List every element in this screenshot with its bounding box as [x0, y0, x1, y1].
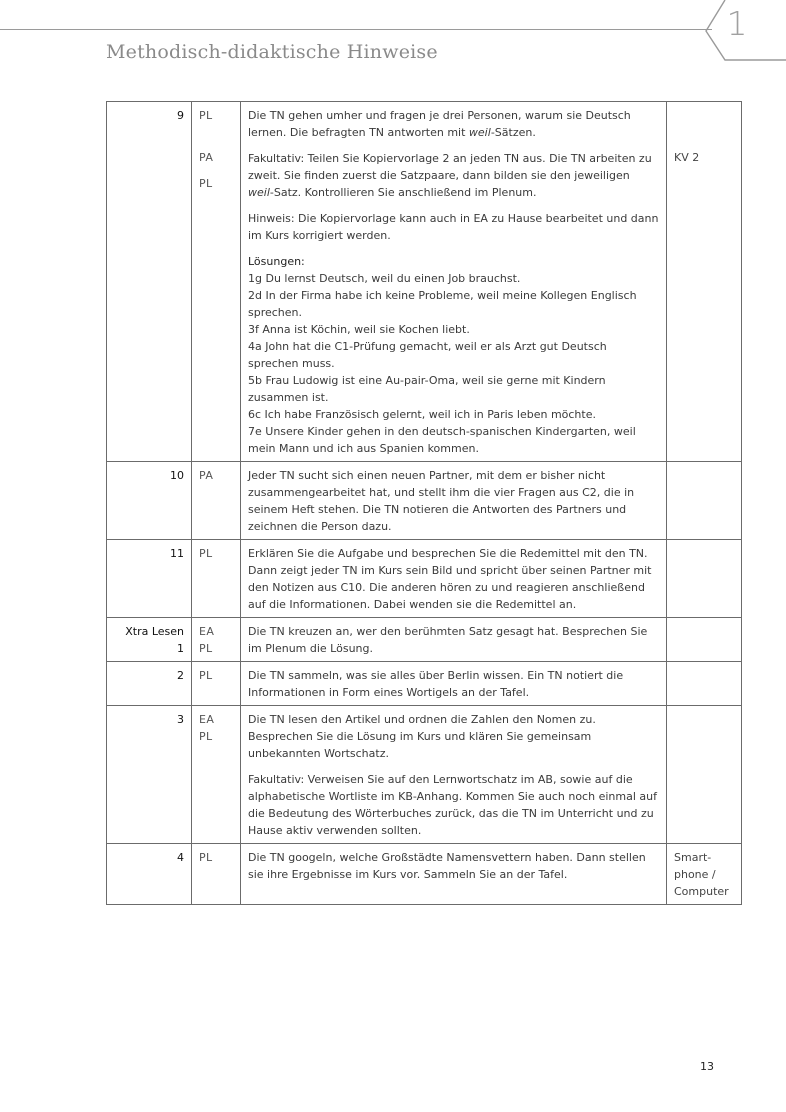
form-cell — [192, 102, 241, 462]
description-paragraph: Fakultativ: Verweisen Sie auf den Lernwortschatz im AB, sowie auf die alphabetische Wortliste im KB-Anhang. Kommen Sie auch noch einmal auf die Bedeutung des Wörterbuches zurück, das die TN im Unterricht und zu Hause aktiv verwenden sollten. — [248, 773, 657, 837]
description-paragraph: Die TN lesen den Artikel und ordnen die Zahlen den Nomen zu. Besprechen Sie die Lösung im Kurs und klären Sie gemeinsam unbekannten Wortschatz. — [248, 713, 596, 760]
description-cell — [241, 662, 667, 706]
social-form: PL — [199, 109, 213, 122]
form-cell — [192, 706, 241, 844]
lesson-table — [106, 101, 742, 905]
step-label: 2 — [177, 669, 184, 682]
table-row — [107, 462, 742, 540]
solution-item: 1g Du lernst Deutsch, weil du einen Job brauchst. — [248, 272, 521, 285]
description-cell — [241, 618, 667, 662]
description-paragraph: Erklären Sie die Aufgabe und besprechen Sie die Redemittel mit den TN. Dann zeigt jeder TN im Kurs sein Bild und spricht über seinen Partner mit den Notizen aus C10. Die anderen hören zu und reagieren anschließend auf die Informationen. Dabei wenden sie die Redemittel an. — [248, 547, 652, 611]
social-form: PL — [199, 730, 213, 743]
step-cell — [107, 540, 192, 618]
material-label: KV 2 — [674, 151, 700, 164]
page-number: 13 — [700, 1060, 714, 1073]
material-cell — [667, 540, 742, 618]
description-paragraph: Die TN googeln, welche Großstädte Namensvettern haben. Dann stellen sie ihre Ergebnisse im Kurs vor. Sammeln Sie an der Tafel. — [248, 851, 646, 881]
page-title: Methodisch-didaktische Hinweise — [106, 41, 438, 63]
solution-item: 2d In der Firma habe ich keine Probleme, weil meine Kollegen Englisch sprechen. — [248, 289, 637, 319]
table-row — [107, 662, 742, 706]
step-cell — [107, 462, 192, 540]
social-form: PA — [199, 469, 214, 482]
description-paragraph: Hinweis: Die Kopiervorlage kann auch in EA zu Hause bearbeitet und dann im Kurs korrigiert werden. — [248, 212, 659, 242]
solutions-block — [248, 253, 659, 457]
table-row — [107, 618, 742, 662]
material-label: phone / — [674, 868, 716, 881]
description-paragraph: Jeder TN sucht sich einen neuen Partner, mit dem er bisher nicht zusammengearbeitet hat, und stellt ihm die vier Fragen aus C2, die in seinem Heft stehen. Die TN notieren die Antworten des Partners und zeichnen die Person dazu. — [248, 469, 635, 533]
description-paragraph: Fakultativ: Teilen Sie Kopiervorlage 2 an jeden TN aus. Die TN arbeiten zu zweit. Sie finden zuerst die Satzpaare, dann bilden sie den jeweiligen weil-Satz. Kontrollieren Sie anschließend im Plenum. — [248, 152, 652, 199]
social-form: PL — [199, 851, 213, 864]
table-row — [107, 540, 742, 618]
step-label: 1 — [177, 642, 184, 655]
material-cell — [667, 706, 742, 844]
step-label: 11 — [170, 547, 184, 560]
description-paragraph: Die TN kreuzen an, wer den berühmten Satz gesagt hat. Besprechen Sie im Plenum die Lösung. — [248, 625, 648, 655]
material-cell — [667, 102, 742, 462]
social-form: PL — [199, 547, 213, 560]
social-form: EA — [199, 713, 215, 726]
description-cell — [241, 706, 667, 844]
description-cell — [241, 540, 667, 618]
social-form: PL — [199, 177, 213, 190]
step-cell — [107, 662, 192, 706]
step-cell — [107, 844, 192, 905]
table-row — [107, 706, 742, 844]
material-cell — [667, 618, 742, 662]
step-label: 10 — [170, 469, 184, 482]
step-label: 3 — [177, 713, 184, 726]
step-label: 4 — [177, 851, 184, 864]
material-cell — [667, 844, 742, 905]
material-cell — [667, 462, 742, 540]
section-label: Xtra Lesen — [125, 625, 184, 638]
solution-item: 7e Unsere Kinder gehen in den deutsch-spanischen Kindergarten, weil mein Mann und ich aus Spanien kommen. — [248, 425, 636, 455]
social-form: PA — [199, 151, 214, 164]
material-label: Smart- — [674, 851, 712, 864]
step-label: 9 — [177, 109, 184, 122]
form-cell — [192, 462, 241, 540]
description-cell — [241, 462, 667, 540]
form-cell — [192, 844, 241, 905]
description-paragraph: Die TN gehen umher und fragen je drei Personen, warum sie Deutsch lernen. Die befragten TN antworten mit weil-Sätzen. — [248, 109, 631, 139]
description-cell — [241, 102, 667, 462]
table-row — [107, 102, 742, 462]
solution-item: 4a John hat die C1-Prüfung gemacht, weil er als Arzt gut Deutsch sprechen muss. — [248, 340, 607, 370]
solution-item: 5b Frau Ludowig ist eine Au-pair-Oma, weil sie gerne mit Kindern zusammen ist. — [248, 374, 606, 404]
solution-item: 6c Ich habe Französisch gelernt, weil ich in Paris leben möchte. — [248, 408, 596, 421]
step-cell — [107, 618, 192, 662]
description-cell — [241, 844, 667, 905]
material-cell — [667, 662, 742, 706]
solutions-heading: Lösungen: — [248, 255, 305, 268]
social-form: PL — [199, 669, 213, 682]
material-label: Computer — [674, 885, 729, 898]
table-row — [107, 844, 742, 905]
form-cell — [192, 618, 241, 662]
form-cell — [192, 662, 241, 706]
chapter-number: 1 — [726, 4, 748, 43]
header-rule — [0, 29, 712, 30]
description-paragraph: Die TN sammeln, was sie alles über Berlin wissen. Ein TN notiert die Informationen in Form eines Wortigels an der Tafel. — [248, 669, 624, 699]
step-cell — [107, 706, 192, 844]
form-cell — [192, 540, 241, 618]
social-form: EA — [199, 625, 215, 638]
step-cell — [107, 102, 192, 462]
solution-item: 3f Anna ist Köchin, weil sie Kochen liebt. — [248, 323, 470, 336]
social-form: PL — [199, 642, 213, 655]
